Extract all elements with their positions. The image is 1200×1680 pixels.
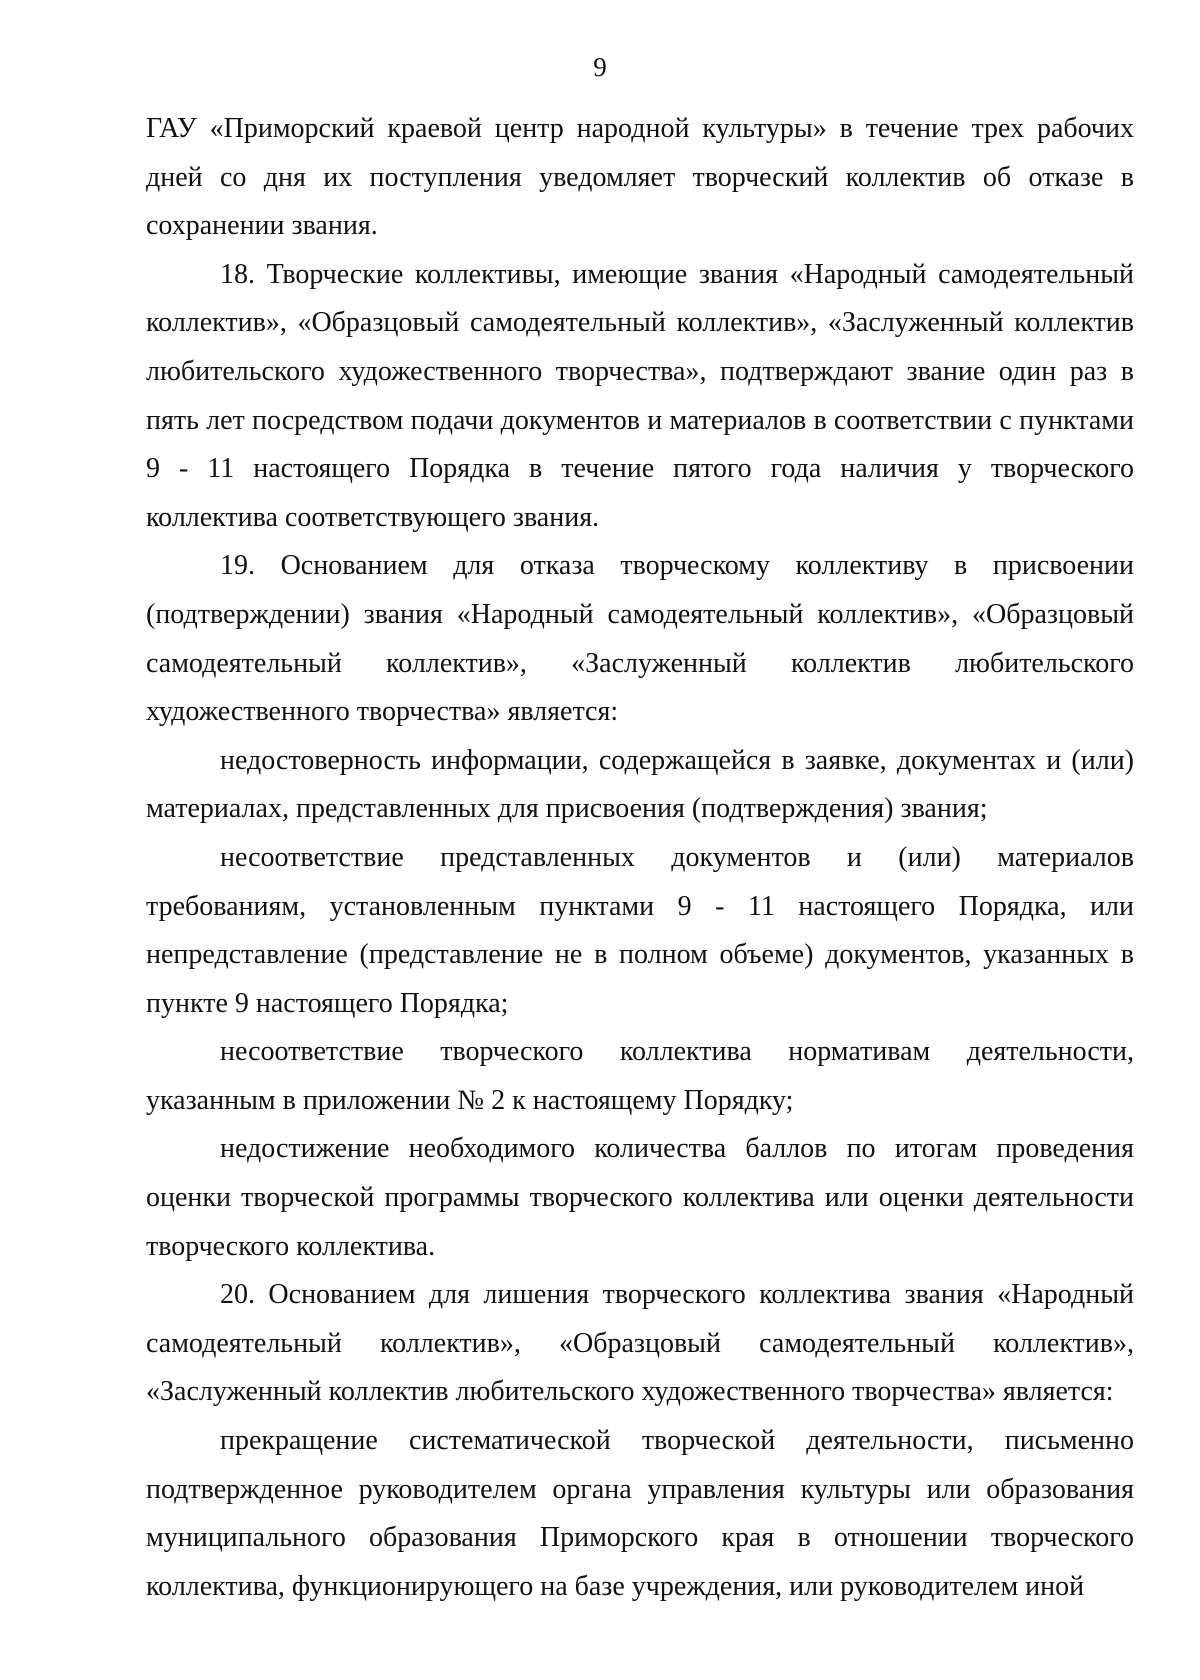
paragraph-item-20: 20. Основанием для лишения творческого коллектива звания «Народный самодеятельный коллектив», «Образцовый самодеятельный коллектив», «Заслуженный коллектив любительского художественного творчества» является: [146,1279,1134,1408]
paragraph-reason-inaccuracy: недостоверность информации, содержащейся в заявке, документах и (или) материалах, представленных для присвоения (подтверждения) звания; [146,744,1134,825]
paragraph-reason-insufficient-points: недостижение необходимого количества баллов по итогам проведения оценки творческой программы творческого коллектива или оценки деятельности творческого коллектива. [146,1133,1134,1262]
paragraph-item-18: 18. Творческие коллективы, имеющие звания «Народный самодеятельный коллектив», «Образцовый самодеятельный коллектив», «Заслуженный коллектив любительского художественного творчества», подтверждают звание один раз в пять лет посредством подачи документов и материалов в соответствии с пунктами 9 - 11 настоящего Порядка в течение пятого года наличия у творческого коллектива соответствующего звания. [146,258,1134,533]
paragraph-item-19: 19. Основанием для отказа творческому коллективу в присвоении (подтверждении) звания «Народный самодеятельный коллектив», «Образцовый самодеятельный коллектив», «Заслуженный коллектив любительского художественного творчества» является: [146,550,1134,728]
document-body [146,105,1134,1611]
paragraph-reason-noncompliance-norms: несоответствие творческого коллектива нормативам деятельности, указанным в приложении № 2 к настоящему Порядку; [146,1036,1134,1116]
paragraph-continuation: ГАУ «Приморский краевой центр народной культуры» в течение трех рабочих дней со дня их поступления уведомляет творческий коллектив об отказе в сохранении звания. [146,113,1134,242]
page-number: 9 [593,52,607,82]
paragraph-reason-termination: прекращение систематической творческой деятельности, письменно подтвержденное руководителем органа управления культуры или образования муниципального образования Приморского края в отношении творческого коллектива, функционирующего на базе учреждения, или руководителем иной [146,1425,1134,1602]
paragraph-reason-noncompliance-documents: несоответствие представленных документов и (или) материалов требованиям, установленным пунктами 9 - 11 настоящего Порядка, или непредставление (представление не в полном объеме) документов, указанных в пункте 9 настоящего Порядка; [146,841,1134,1019]
